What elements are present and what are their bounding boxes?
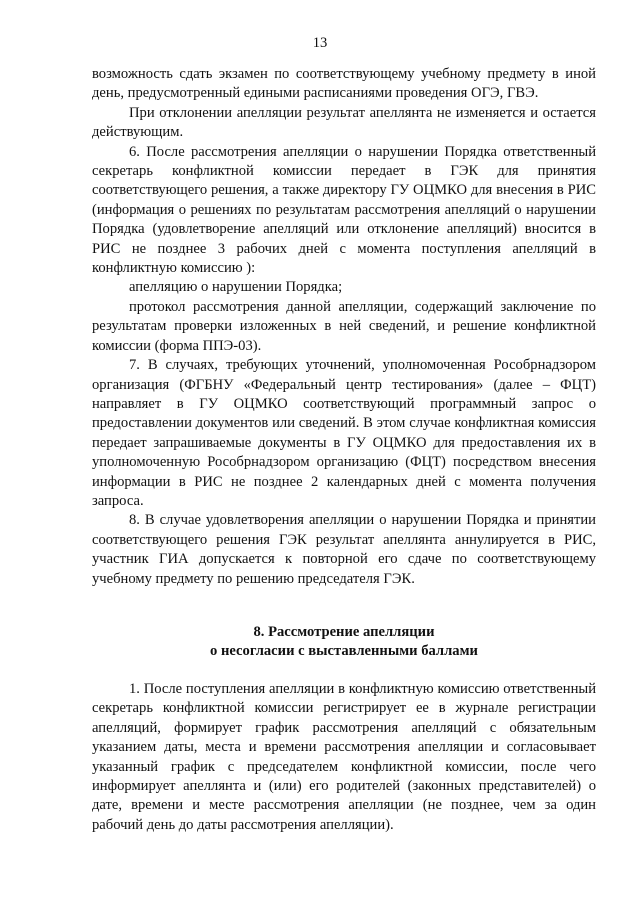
list-item-appeal: апелляцию о нарушении Порядка; xyxy=(129,279,343,296)
paragraph-rejection-result: При отклонении апелляции результат апеллянта не изменяется и остается действующим. xyxy=(92,104,596,141)
paragraph-item-6: 6. После рассмотрения апелляции о нарушении Порядка ответственный секретарь конфликтной комиссии передает в ГЭК для принятия соответствующего решения, а также директору ГУ ОЦМКО для внесения в РИС (информация о решениях по результатам рассмотрения апелляций о нарушении Порядка (удовлетворение апелляций или отклонение апелляций) вносится в РИС не позднее 3 рабочих дней с момента поступления апелляций в конфликтную комиссию ): xyxy=(92,143,596,277)
paragraph-continuation: возможность сдать экзамен по соответствующему учебному предмету в иной день, предусмотренный едиными расписаниями проведения ОГЭ, ГВЭ. xyxy=(92,66,596,102)
paragraph-item-8: 8. В случае удовлетворения апелляции о нарушении Порядка и принятии соответствующего решения ГЭК результат апеллянта аннулируется в РИС, участник ГИА допускается к повторной его сдаче по соответствующему учебному предмету по решению председателя ГЭК. xyxy=(92,512,596,587)
page-number: 13 xyxy=(312,35,328,51)
section-8-body xyxy=(92,680,596,835)
list-item-protocol: протокол рассмотрения данной апелляции, содержащий заключение по результатам проверки изложенных в ней сведений, и решение конфликтной комиссии (форма ППЭ-03). xyxy=(92,298,596,354)
section-8-paragraph-1: 1. После поступления апелляции в конфликтную комиссию ответственный секретарь конфликтной комиссии регистрирует ее в журнале регистрации апелляций, формирует график рассмотрения апелляций с обязательным указанием даты, места и времени рассмотрения апелляции и согласовывает указанный график с председателем конфликтной комиссии, после чего информирует апеллянта и (или) его родителей (законных представителей) о дате, времени и месте рассмотрения апелляции (не позднее, чем за один рабочий день до даты рассмотрения апелляции). xyxy=(92,681,596,833)
section-heading-line-2: о несогласии с выставленными баллами xyxy=(210,643,478,660)
section-heading xyxy=(92,623,596,662)
section-heading-line-1: 8. Рассмотрение апелляции xyxy=(253,624,435,640)
body-text xyxy=(92,65,596,589)
paragraph-item-7: 7. В случаях, требующих уточнений, уполномоченная Рособрнадзором организация (ФГБНУ «Федеральный центр тестирования» (далее – ФЦТ) направляет в ГУ ОЦМКО соответствующий программный запрос о предоставлении документов или сведений. В этом случае конфликтная комиссия передает запрашиваемые документы в ГУ ОЦМКО для предоставления их в уполномоченную Рособрнадзором организацию (ФЦТ) посредством внесения информации в РИС не позднее 2 календарных дней с момента получения запроса. xyxy=(92,357,596,509)
